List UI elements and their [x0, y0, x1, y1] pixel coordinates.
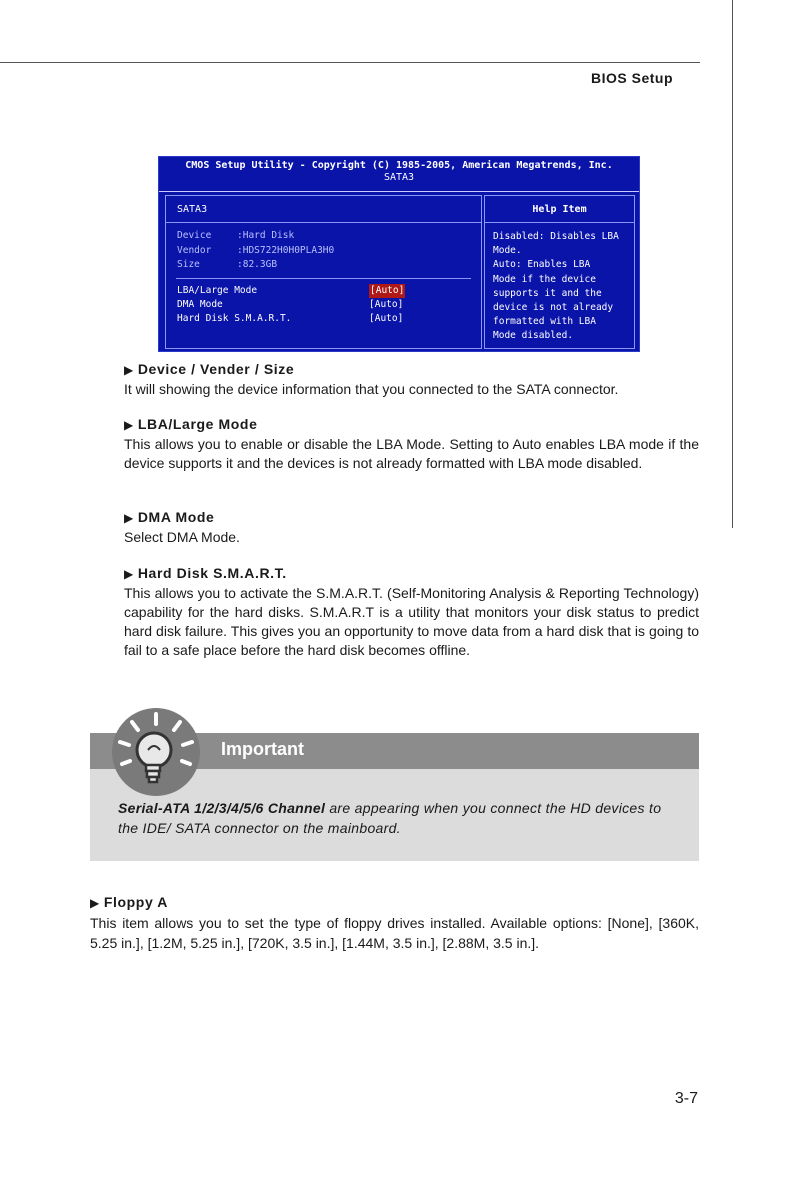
bios-settings-pane	[165, 195, 482, 349]
arrow-icon: ▶	[124, 511, 134, 525]
section-dma-text: Select DMA Mode.	[124, 529, 240, 545]
bios-info-vendor: Vendor :HDS722H0H0PLA3H0	[177, 244, 335, 256]
bios-help-title: Help Item	[532, 204, 587, 215]
bios-subtitle: SATA3	[383, 172, 415, 183]
important-note-text: Serial-ATA 1/2/3/4/5/6 Channel are appearing when you connect the HD devices to the IDE/ SATA connector on the mainboard.	[118, 800, 662, 836]
section-device	[124, 360, 699, 399]
section-dma	[124, 508, 699, 547]
arrow-icon: ▶	[124, 363, 134, 377]
bios-option-lba-value[interactable]: [Auto]	[370, 284, 405, 296]
bios-info-size: Size :82.3GB	[177, 259, 278, 270]
lightbulb-icon	[110, 706, 202, 798]
bios-title: CMOS Setup Utility - Copyright (C) 1985-2005, American Megatrends, Inc.	[185, 160, 613, 171]
section-lba-heading: ▶ LBA/Large Mode	[124, 416, 258, 432]
bios-option-lba[interactable]: LBA/Large Mode [Auto]	[177, 284, 405, 296]
arrow-icon: ▶	[124, 567, 134, 581]
bios-option-smart-value[interactable]: [Auto]	[369, 312, 404, 324]
page-number: 3-7	[674, 1090, 698, 1107]
arrow-icon: ▶	[90, 896, 100, 910]
side-rule	[732, 0, 733, 528]
section-lba	[124, 415, 699, 473]
page-header-title: BIOS Setup	[590, 70, 673, 86]
section-floppy	[90, 892, 699, 953]
bios-option-dma-value[interactable]: [Auto]	[369, 298, 404, 310]
section-device-heading: ▶ Device / Vender / Size	[124, 361, 295, 377]
bios-pane-title: SATA3	[177, 204, 208, 215]
bios-help-text: Disabled: Disables LBA Mode. Auto: Enables LBA Mode if the device supports it and the device is not already formatted with LBA Mode disabled.	[493, 231, 619, 342]
bios-screenshot	[158, 156, 640, 352]
section-lba-text: This allows you to enable or disable the LBA Mode. Setting to Auto enables LBA mode if the device supports it and the devices is not already formatted with LBA mode disabled.	[124, 436, 699, 471]
bios-info-device: Device :Hard Disk	[177, 230, 295, 241]
section-floppy-heading: ▶ Floppy A	[90, 894, 169, 910]
bios-help-pane	[484, 195, 635, 349]
bios-options-divider	[176, 278, 471, 279]
arrow-icon: ▶	[124, 418, 134, 432]
bios-device-info	[166, 223, 481, 273]
section-floppy-text: This item allows you to set the type of floppy drives installed. Available options: [None], [360K, 5.25 in.], [1.2M, 5.25 in.], [720K, 3.5 in.], [1.44M, 3.5 in.], [2.88M, 3.5 in.].	[90, 915, 699, 951]
section-smart	[124, 564, 699, 660]
section-device-text: It will showing the device information that you connected to the SATA connector.	[124, 381, 619, 397]
section-smart-text: This allows you to activate the S.M.A.R.T. (Self-Monitoring Analysis & Reporting Technology) capability for the hard disks. S.M.A.R.T is a utility that monitors your disk status to predict hard disk failure. This gives you an opportunity to move data from a hard disk that is going to fail to a safe place before the hard disk becomes offline.	[124, 585, 699, 658]
bios-option-dma[interactable]: DMA Mode [Auto]	[177, 298, 404, 310]
bios-title-separator	[159, 191, 639, 192]
section-smart-heading: ▶ Hard Disk S.M.A.R.T.	[124, 565, 287, 581]
header-rule	[0, 62, 700, 63]
section-dma-heading: ▶ DMA Mode	[124, 509, 215, 525]
important-title: Important	[221, 739, 304, 759]
bios-option-smart[interactable]: Hard Disk S.M.A.R.T. [Auto]	[177, 312, 404, 324]
